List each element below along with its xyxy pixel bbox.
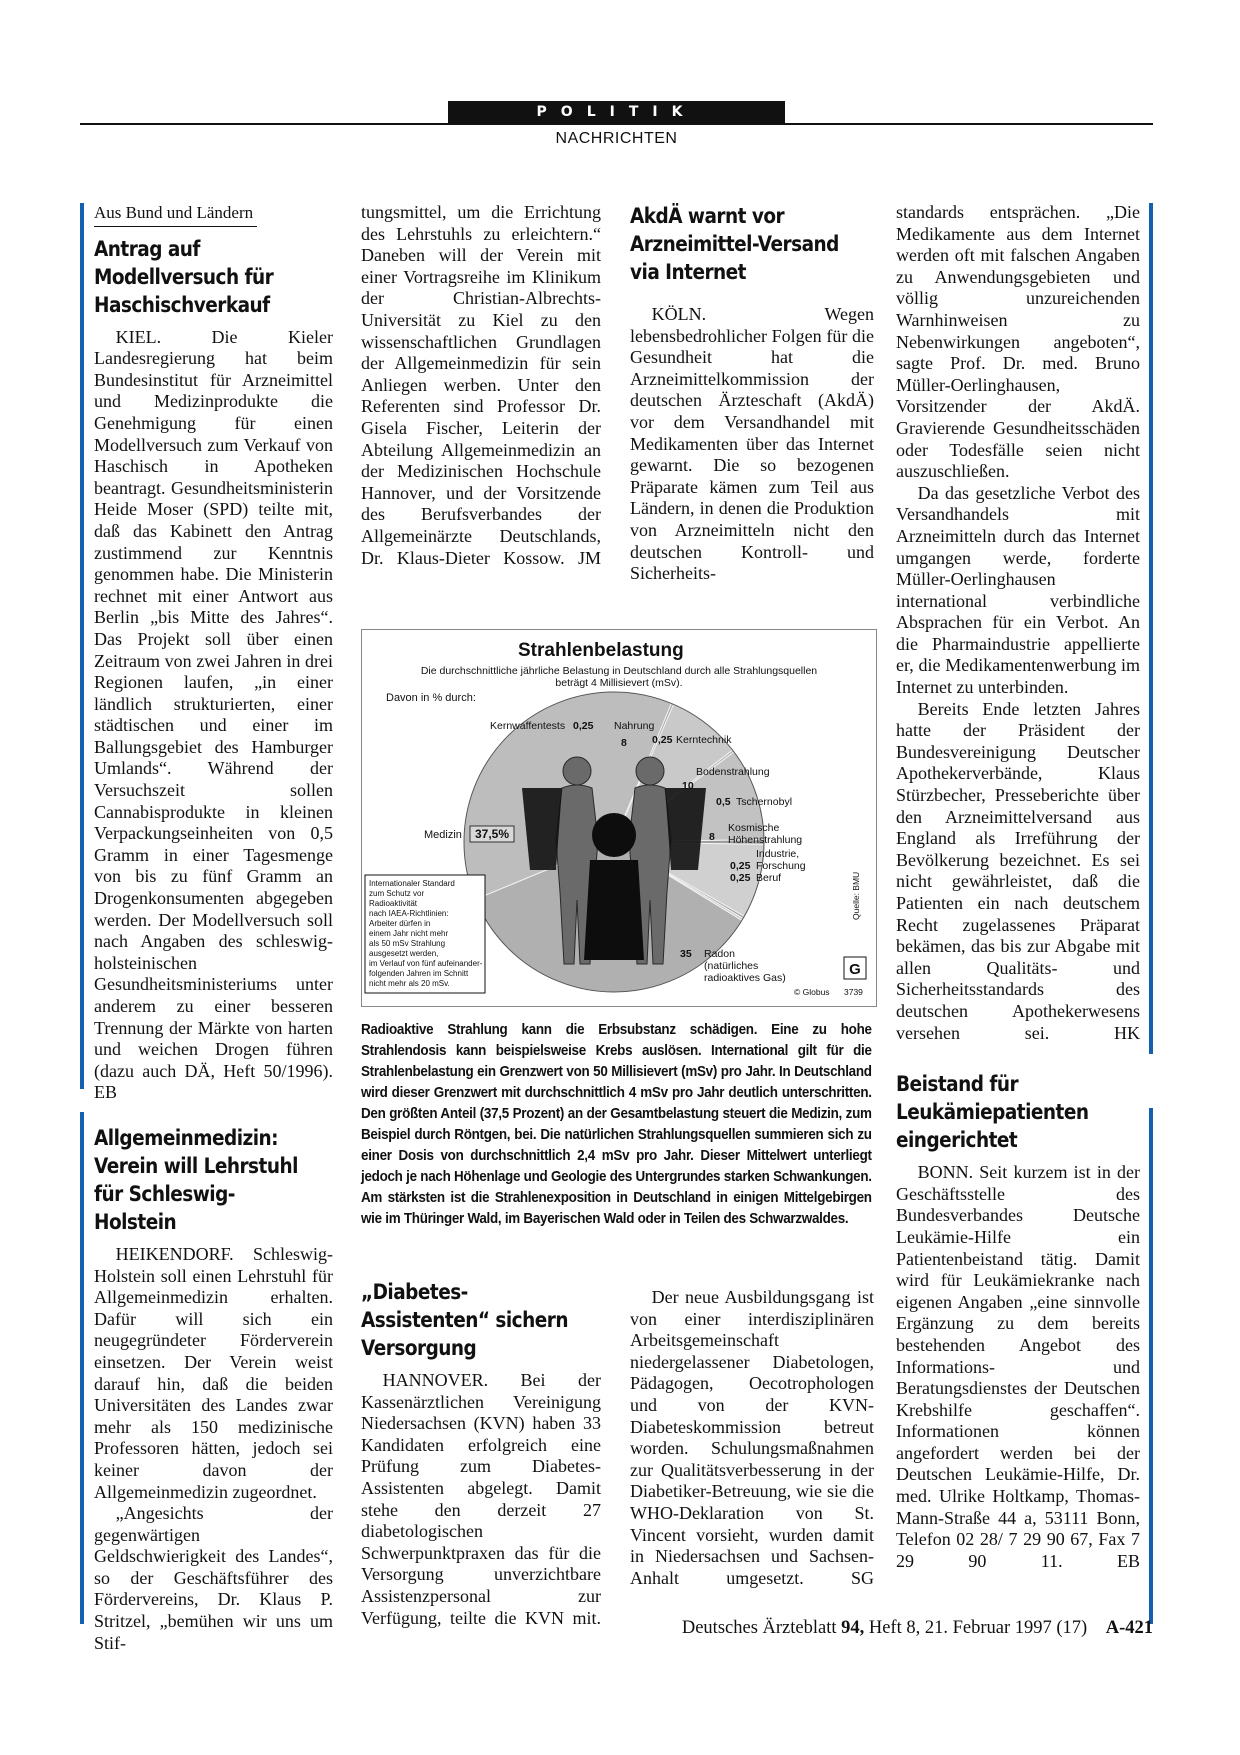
iaea-line: als 50 mSv Strahlung — [369, 939, 446, 948]
label-kerntechnik: Kerntechnik — [676, 734, 732, 746]
article-leukaemie-body: BONN. Seit kurzem ist in der Geschäftsstelle des Bundesverbandes Deutsche Leukämie-Hilfe ein Patientenbeistand tätig. Damit wird für Leukämiekranke nach eigenen Angaben „eine sinnvolle Ergänzung zu dem bereits bestehenden Angebot des Informations- und Beratungsdienstes der Deutschen Krebshilfe geschaffen“. Informationen können angefordert werden bei der Deutschen Leukämie-Hilfe, Dr. med. Ulrike Holtkamp, Thomas-Mann-Straße 44 a, 53111 Bonn, Telefon 02 28/ 7 29 90 67, Fax 7 29 90 11. EB — [896, 1162, 1140, 1571]
value-beruf: 0,25 — [730, 872, 751, 884]
article-akdae-continued-1: standards entsprächen. „Die Medikamente aus dem Internet werden oft mit falschen Angaben zu Anwendungsgebieten und völlig unzureichenden Warnhinweisen zu Nebenwirkungen angeboten“, sagte Prof. Dr. med. Bruno Müller-Oerlinghausen, Vorsitzender der AkdÄ. Gravierende Gesundheitsschäden oder Todesfälle seien nicht auszuschließen. — [896, 202, 1140, 482]
iaea-line: zum Schutz vor — [369, 889, 425, 898]
article-leukaemie-title: Beistand für Leukämiepatienten eingerichtet — [896, 1072, 1089, 1153]
page-footer — [600, 1618, 1153, 1639]
label-kernwaffentests: Kernwaffentests — [490, 720, 566, 732]
article-lehrstuhl-title: Allgemeinmedizin: Verein will Lehrstuhl für Schleswig-Holstein — [94, 1125, 298, 1234]
value-kerntechnik: 0,25 — [652, 734, 673, 746]
footer-volume: 94, — [841, 1618, 865, 1638]
value-tschernobyl: 0,5 — [716, 796, 731, 808]
article-akdae-continued-3: Bereits Ende letzten Jahres hatte der Präsident der Bundesvereinigung Deutscher Apothekerverbände, Klaus Stürzbecher, Presseberichte über den Arzneimittelversand aus England als Irreführung der Bevölkerung bezeichnet. Es sei nicht gewährleistet, daß die Patienten ein nach deutschem Recht zugelassenes Präparat bekämen, das bis zur Abgabe mit allen Qualitäts- und Sicherheitsstandards des deutschen Apothekerwesens versehen sei. HK — [896, 698, 1140, 1043]
column-4 — [896, 202, 1140, 1572]
iaea-line: Arbeiter dürfen in — [369, 919, 431, 928]
label-beruf: Beruf — [756, 872, 782, 884]
column-1 — [94, 202, 333, 1654]
chart-caption-text: Radioaktive Strahlung kann die Erbsubstanz schädigen. Eine zu hohe Strahlendosis kann beispielsweise Krebs auslösen. International gilt für die Strahlenbelastung ein Grenzwert von 50 Millisievert (mSv) pro Jahr. In Deutschland wird dieser Grenzwert mit durchschnittlich 4 mSv pro Jahr deutlich unterschritten. Den größten Anteil (37,5 Prozent) an der Gesamtbelastung steuert die Medizin, zum Beispiel durch Röntgen, bei. Die natürlichen Strahlungsquellen summieren sich zu einer Dosis von durchschnittlich 2,4 mSv pro Jahr. Dieser Mittelwert unterliegt jedoch je nach Höhenlage und Geologie des Untergrundes starken Schwankungen. Am stärksten ist die Strahlenexposition in Deutschland in einigen Mittelgebirgen wie im Thüringer Wald, im Bayerischen Wald oder in Teilen des Schwarzwaldes. — [361, 1022, 872, 1227]
article-diabetes-left — [361, 1278, 601, 1629]
article-akdae-body: KÖLN. Wegen lebensbedrohlicher Folgen für die Gesundheit hat die Arzneimittelkommission der deutschen Ärzteschaft (AkdÄ) vor dem Versandhandel mit Medikamenten über das Internet gewarnt. Die so bezogenen Präparate kämen zum Teil aus Ländern, in denen die Produktion von Arzneimitteln nicht den deutschen Kontroll- und Sicherheits- — [630, 304, 874, 584]
chart-caption — [361, 1020, 875, 1230]
chart-id: 3739 — [844, 987, 863, 997]
value-industrie: 0,25 — [730, 860, 751, 872]
chart-credit: © Globus — [794, 987, 830, 997]
chart-subtitle-2: beträgt 4 Millisievert (mSv). — [555, 677, 683, 689]
article-diabetes-right — [630, 1287, 874, 1589]
label-medizin: Medizin — [424, 829, 462, 841]
value-nahrung: 8 — [621, 737, 627, 749]
iaea-line: Radioaktivität — [369, 899, 418, 908]
section-label: POLITIK — [448, 101, 785, 123]
label-radon-2: (natürliches — [704, 960, 759, 972]
article-lehrstuhl-continued: tungsmittel, um die Errichtung des Lehrstuhls zu erleichtern.“ Daneben will der Verein mit einer Vortragsreihe im Klinikum der Christian-Albrechts-Universität zu Kiel zu den wissenschaftlichen Grundlagen der Allgemeinmedizin für sein Anliegen werben. Unter den Referenten sind Professor Dr. Gisela Fischer, Leiterin der Abteilung Allgemeinmedizin an der Medizinischen Hochschule Hannover, und der Vorsitzende des Berufsverbandes der Allgemeinärzte Deutschlands, Dr. Klaus-Dieter Kossow. JM — [361, 202, 601, 568]
iaea-line: im Verlauf von fünf aufeinander- — [369, 959, 483, 968]
iaea-line: ausgesetzt werden, — [369, 949, 439, 958]
column-3 — [630, 202, 874, 585]
article-diabetes-title: „Diabetes-Assistenten“ sichern Versorgung — [361, 1280, 568, 1360]
iaea-line: folgenden Jahren im Schnitt — [369, 969, 469, 978]
article-diabetes-body-right: Der neue Ausbildungsgang ist von einer interdisziplinären Arbeitsgemeinschaft niedergelassener Diabetologen, Pädagogen, Oecotrophologen und von der KVN-Diabeteskommission betreut worden. Schulungsmaßnahmen zur Qualitätsverbesserung in der Diabetiker-Betreuung, wie sie die WHO-Deklaration von St. Vincent vorsieht, wurden damit in Niedersachsen und Sachsen-Anhalt umgesetzt. SG — [630, 1287, 874, 1588]
iaea-line: nach IAEA-Richtlinien: — [369, 909, 449, 918]
article-akdae-continued-2: Da das gesetzliche Verbot des Versandhandels mit Arzneimitteln durch das Internet umgangen werde, forderte Müller-Oerlinghausen international verbindliche Absprachen für ein Verbot. An die Pharmaindustrie appellierte er, die Medikamentenwerbung im Internet zu unterbinden. — [896, 482, 1140, 698]
article-haschisch-title: Antrag auf Modellversuch für Haschischverkauf — [94, 236, 274, 317]
footer-issue: Heft 8, 21. Februar 1997 (17) — [868, 1618, 1088, 1638]
label-kosmische-2: Höhenstrahlung — [728, 834, 803, 846]
article-akdae-title: AkdÄ warnt vor Arzneimittel-Versand via Internet — [630, 204, 839, 284]
center-dark-circle — [592, 813, 636, 857]
chart-subtitle-1: Die durchschnittliche jährliche Belastung in Deutschland durch alle Strahlungsquellen — [420, 665, 818, 677]
label-industrie-1: Industrie, — [756, 848, 800, 860]
subsection-label: NACHRICHTEN — [555, 130, 678, 147]
value-kosmische: 8 — [709, 831, 715, 843]
label-tschernobyl: Tschernobyl — [736, 796, 793, 808]
value-bodenstrahlung: 10 — [682, 780, 694, 792]
label-radon-3: radioaktives Gas) — [704, 972, 786, 984]
article-haschisch-body: KIEL. Die Kieler Landesregierung hat beim Bundesinstitut für Arzneimittel und Medizinprodukte die Genehmigung für einen Modellversuch zum Verkauf von Haschisch in Apotheken beantragt. Gesundheitsministerin Heide Moser (SPD) teilte mit, daß das Kabinett den Antrag zustimmend zur Kenntnis genommen habe. Die Ministerin rechnet mit einer Antwort aus Berlin „bis Mitte des Jahres“. Das Projekt soll über einen Zeitraum von zwei Jahren in drei Regionen laufen, „in einer ländlich strukturierten, einer städtischen und einer im Ballungsgebiet des Hamburger Umlands“. Während der Versuchszeit sollen Cannabisprodukte in kleinen Verpackungseinheiten von 0,5 Gramm in einer Tagesmenge von bis zu fünf Gramm an Drogenkonsumenten abgegeben werden. Der Modellversuch soll nach Angaben des schleswig-holsteinischen Gesundheitsministeriums unter anderem zu einer besseren Trennung der Märkte von harten und weichen Drogen führen (dazu auch DÄ, Heft 50/1996). EB — [94, 326, 333, 1103]
chart-source: Quelle: BMU — [851, 871, 861, 920]
label-nahrung: Nahrung — [614, 720, 655, 732]
article-lehrstuhl-body-1: HEIKENDORF. Schleswig-Holstein soll einen Lehrstuhl für Allgemeinmedizin erhalten. Dafür will sich ein neugegründeter Förderverein einsetzen. Der Verein weist darauf hin, daß die beiden Universitäten des Landes zwar mehr als 150 medizinische Professoren hätten, jedoch sei keiner davon der Allgemeinmedizin zugeordnet. — [94, 1243, 333, 1502]
center-dark-keyhole — [584, 860, 644, 960]
column-1-accent-bar — [80, 203, 84, 1089]
label-bodenstrahlung: Bodenstrahlung — [696, 766, 770, 778]
value-medizin: 37,5% — [474, 827, 510, 841]
column-4-accent-bar-lower — [1149, 1108, 1153, 1624]
iaea-line: nicht mehr als 20 mSv. — [369, 979, 450, 988]
column-1-accent-bar-lower — [80, 1112, 84, 1624]
label-industrie-2: Forschung — [756, 860, 806, 872]
label-radon-1: Radon — [704, 948, 735, 960]
radiation-infographic — [361, 629, 877, 1007]
article-lehrstuhl-body-2: „Angesichts der gegenwärtigen Geldschwierigkeit des Landes“, so der Geschäftsführer des Fördervereins, Dr. Klaus P. Stritzel, „bemühen wir uns um Stif- — [94, 1503, 333, 1653]
radiation-pie-chart — [362, 630, 876, 1006]
column-4-accent-bar — [1149, 203, 1153, 1054]
iaea-line: Internationaler Standard — [369, 879, 455, 888]
chart-title: Strahlenbelastung — [518, 640, 684, 661]
iaea-line: einem Jahr nicht mehr — [369, 929, 449, 938]
header-rule — [80, 123, 1153, 125]
value-radon: 35 — [680, 948, 692, 960]
article-diabetes-body-left: HANNOVER. Bei der Kassenärztlichen Vereinigung Niedersachsen (KVN) haben 33 Kandidaten erfolgreich eine Prüfung zum Diabetes-Assistenten abgelegt. Damit stehe den derzeit 27 diabetologischen Schwerpunktpraxen das für die Versorgung unverzichtbare Assistenzpersonal zur Verfügung, teilte die KVN mit. — [361, 1370, 601, 1628]
chart-davon-label: Davon in % durch: — [386, 692, 476, 704]
value-kernwaffentests: 0,25 — [573, 720, 594, 732]
column-2 — [361, 202, 601, 569]
rubric-label: Aus Bund und Ländern — [94, 202, 257, 227]
label-kosmische-1: Kosmische — [728, 822, 780, 834]
footer-journal: Deutsches Ärzteblatt — [681, 1618, 837, 1638]
svg-text:G: G — [849, 961, 861, 978]
footer-page: A-421 — [1105, 1618, 1153, 1638]
